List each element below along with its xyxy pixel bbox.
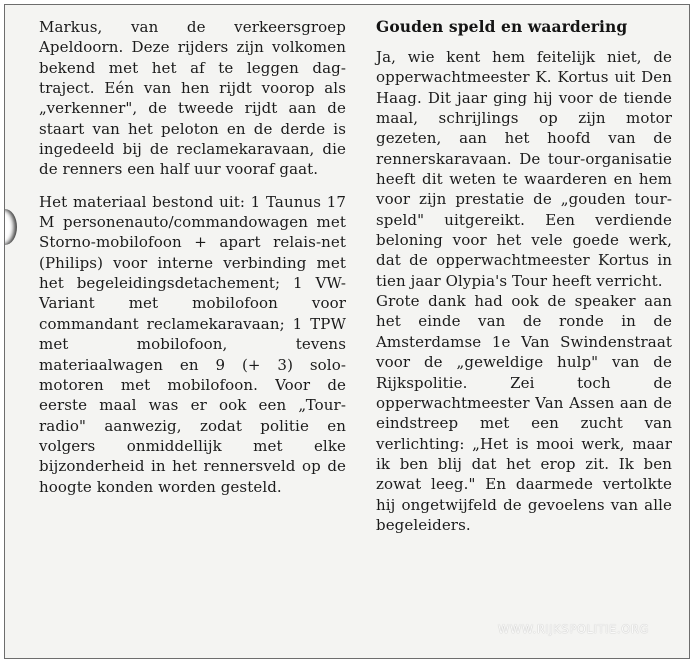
paragraph-kortus: Ja, wie kent hem feitelijk niet, de opperwachtmeester K. Kortus uit Den Haag. Dit jaar ging hij voor de tiende maal, schrijlings op zijn motor gezeten, aan het hoofd van de rennerskaravaan. De tour-organisatie heeft dit weten te waarderen en hem voor zijn prestatie de „gouden tour-speld" uitgereikt. Een verdiende beloning voor het vele goede werk, dat de opperwachtmeester Kortus in tien jaar Olypia's Tour heeft verricht.	[376, 48, 672, 290]
article-heading: Gouden speld en waardering	[376, 17, 628, 36]
scanned-page	[4, 4, 690, 659]
punch-hole	[4, 209, 17, 245]
paragraph-speaker: Grote dank had ook de speaker aan het einde van de ronde in de Amsterdamse 1e Van Swindenstraat voor de „geweldige hulp" van de Rijkspolitie. Zei toch de opperwachtmeester Van Assen aan de eindstreep met een zucht van verlichting: „Het is mooi werk, maar ik ben blij dat het erop zit. Ik ben zowat leeg." En daarmede vertolkte hij ongetwijfeld de gevoelens van alle begeleiders.	[376, 292, 672, 534]
left-column	[39, 17, 346, 497]
paragraph-materiaal: Het materiaal bestond uit: 1 Taunus 17 M personenauto/commandowagen met Storno-mobilofoon + apart relais-net (Philips) voor interne verbinding met het begeleidingsdetachement; 1 VW-Variant met mobilofoon voor commandant reclamekaravaan; 1 TPW met mobilofoon, tevens materiaalwagen en 9 (+ 3) solo-motoren met mobilofoon. Voor de eerste maal was er ook een „Tour-radio" aanwezig, zodat politie en volgers onmiddellijk met elke bijzonderheid in het rennersveld op de hoogte konden worden gesteld.	[39, 192, 346, 496]
paragraph-verkeersgroep: Markus, van de verkeersgroep Apeldoorn. Deze rijders zijn volkomen bekend met het af te leggen dag-traject. Eén van hen rijdt voorop als „verkenner", de tweede rijdt aan de staart van het peloton en de derde is ingedeeld bij de reclamekaravaan, die de renners een half uur vooraf gaat.	[39, 18, 346, 179]
site-watermark: WWW.RIJKSPOLITIE.ORG	[497, 622, 649, 636]
right-column	[376, 17, 672, 535]
